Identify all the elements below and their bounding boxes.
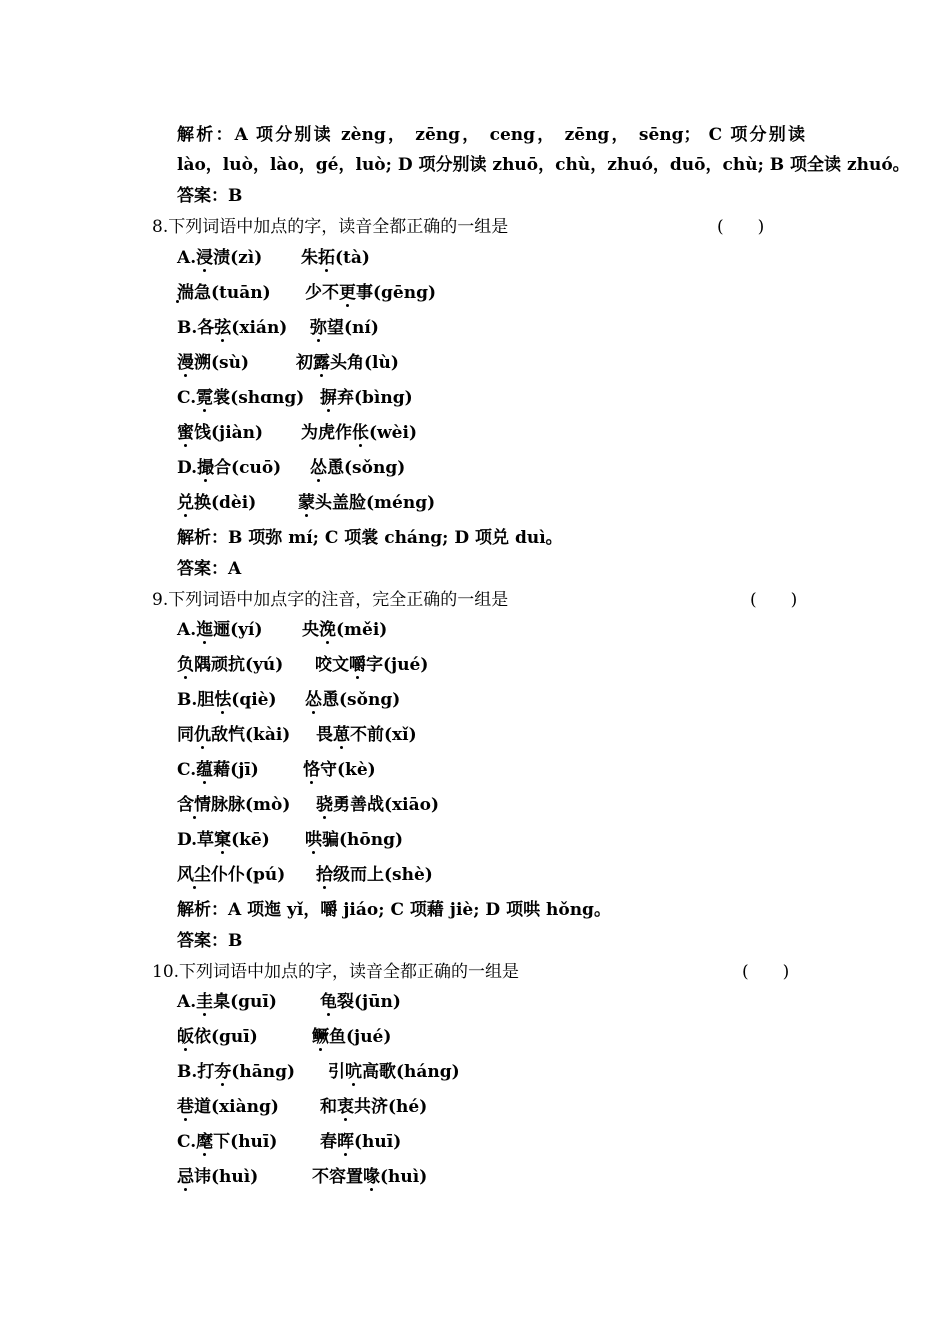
dotted-character: 浼 xyxy=(319,620,336,640)
q8-option-term-1 xyxy=(177,425,263,442)
q8-answer-blank: ( ) xyxy=(717,217,765,237)
term-text: 咬文 xyxy=(315,655,349,675)
term-text: 春 xyxy=(320,1132,337,1152)
term-pinyin: 道(xiàng) xyxy=(194,1097,279,1117)
q8-option-term-1 xyxy=(177,320,287,337)
q9-option-term-2 xyxy=(316,727,417,744)
q10-option-term-2 xyxy=(320,1134,401,1151)
q9-option-term-1 xyxy=(177,692,277,709)
term-pinyin: 溯(sù) xyxy=(194,353,250,373)
term-pinyin: 裳(shɑng) xyxy=(213,388,305,408)
term-pinyin: 藉(jī) xyxy=(213,760,259,780)
term-pinyin: 头盖脸(méng) xyxy=(315,493,436,513)
q8-option-term-2 xyxy=(301,425,417,442)
dotted-character: 弥 xyxy=(310,318,327,338)
term-text: D. xyxy=(177,458,198,478)
q10-option-term-2 xyxy=(320,1099,427,1116)
term-pinyin: 逦(yí) xyxy=(213,620,263,640)
dotted-character: 漫 xyxy=(177,353,194,373)
q10-answer-blank: ( ) xyxy=(742,962,790,982)
term-pinyin: 隅顽抗(yú) xyxy=(194,655,284,675)
term-pinyin: 讳(huì) xyxy=(194,1167,259,1187)
term-pinyin: 合(cuō) xyxy=(214,458,282,478)
dotted-character: 弦 xyxy=(214,318,232,338)
dotted-character: 负 xyxy=(177,655,194,675)
q8-option-term-1 xyxy=(177,285,271,302)
term-text: 不容置 xyxy=(312,1167,363,1187)
term-pinyin: 勇善战(xiāo) xyxy=(333,795,440,815)
dotted-character: 哄 xyxy=(305,830,322,850)
term-pinyin: 依(guī) xyxy=(194,1027,258,1047)
term-pinyin: (huì) xyxy=(380,1167,428,1187)
q9-option-term-2 xyxy=(316,797,439,814)
q10-option-term-2 xyxy=(312,1029,391,1046)
term-pinyin: 渍(zì) xyxy=(213,248,263,268)
term-pinyin: 仆仆(pú) xyxy=(211,865,286,885)
term-pinyin: (tà) xyxy=(335,248,370,268)
dotted-character: 蕴 xyxy=(196,760,214,780)
term-text: C. xyxy=(177,760,197,780)
dotted-character: 更 xyxy=(339,283,356,303)
dotted-character: 鳜 xyxy=(312,1027,329,1047)
term-pinyin: 饯(jiàn) xyxy=(194,423,264,443)
q8-option-term-1 xyxy=(177,495,256,512)
term-pinyin: 级而上(shè) xyxy=(333,865,433,885)
term-pinyin: (huī) xyxy=(354,1132,402,1152)
term-text: 朱 xyxy=(301,248,318,268)
dotted-character: 葸 xyxy=(333,725,350,745)
dotted-character: 怂 xyxy=(310,458,327,478)
term-pinyin: 守(kè) xyxy=(320,760,376,780)
dotted-character: 恪 xyxy=(303,760,320,780)
term-pinyin: 不前(xǐ) xyxy=(350,725,417,745)
dotted-character: 麾 xyxy=(196,1132,214,1152)
q10-option-term-1 xyxy=(177,1029,258,1046)
q8-option-term-1 xyxy=(177,250,262,267)
term-pinyin: 弃(bìng) xyxy=(337,388,413,408)
q9-option-term-1 xyxy=(177,622,263,639)
term-pinyin: 裂(jūn) xyxy=(337,992,401,1012)
q8-option-term-2 xyxy=(298,495,435,512)
term-text: 央 xyxy=(302,620,319,640)
term-pinyin: 恿(sǒng) xyxy=(322,690,401,710)
q8-option-term-2 xyxy=(305,285,436,302)
q9-option-term-1 xyxy=(177,762,259,779)
dotted-character: 嚼 xyxy=(349,655,366,675)
term-pinyin: 字(jué) xyxy=(366,655,429,675)
q9-option-term-2 xyxy=(302,622,387,639)
q8-option-term-2 xyxy=(310,460,405,477)
dotted-character: 迤 xyxy=(196,620,214,640)
term-pinyin: 换(dèi) xyxy=(194,493,257,513)
dotted-character: 含情 xyxy=(177,795,211,815)
q9-option-term-1 xyxy=(177,797,290,814)
term-pinyin: 恿(sǒng) xyxy=(327,458,406,478)
q9-option-term-1 xyxy=(177,832,270,849)
dotted-character: 骁 xyxy=(316,795,333,815)
dotted-character: 窠 xyxy=(214,830,232,850)
q9-answer-blank: ( ) xyxy=(750,590,798,610)
term-text: 和 xyxy=(320,1097,337,1117)
term-text: 畏 xyxy=(316,725,333,745)
dotted-character: 蒙 xyxy=(298,493,315,513)
q8-option-term-2 xyxy=(301,250,370,267)
dotted-character: 吭 xyxy=(345,1062,362,1082)
dotted-character: 怯 xyxy=(214,690,232,710)
dotted-character: 喙 xyxy=(363,1167,380,1187)
term-pinyin: 臬(guī) xyxy=(213,992,277,1012)
dotted-character: 摒 xyxy=(320,388,337,408)
dotted-character: 圭 xyxy=(196,992,214,1012)
q10-option-term-1 xyxy=(177,1169,258,1186)
term-pinyin: 共济(hé) xyxy=(354,1097,428,1117)
dotted-character: 浸 xyxy=(196,248,214,268)
term-pinyin: (hāng) xyxy=(231,1062,296,1082)
dotted-character: 衷 xyxy=(337,1097,354,1117)
q10-option-term-2 xyxy=(320,994,401,1011)
q7-answer: 答案：B xyxy=(177,186,243,206)
q9-analysis: 解析：A 项迤 yǐ，嚼 jiáo; C 项藉 jiè; D 项哄 hǒng。 xyxy=(177,900,611,920)
dotted-character: 风尘 xyxy=(177,865,211,885)
q7-analysis-line1: 解析：A 项分别读 zèng， zēng， ceng， zēng， sēng； C 项分别读 xyxy=(177,125,805,145)
q9-option-term-2 xyxy=(305,692,400,709)
term-text: A. xyxy=(177,992,197,1012)
term-text: B.胆 xyxy=(177,690,215,710)
dotted-character: 拓 xyxy=(318,248,335,268)
dotted-character: 蜜 xyxy=(177,423,194,443)
q10-option-term-1 xyxy=(177,994,277,1011)
term-pinyin: 鱼(jué) xyxy=(329,1027,392,1047)
q10-stem: 10.下列词语中加点的字，读音全都正确的一组是 xyxy=(152,962,520,982)
term-text: D.草 xyxy=(177,830,215,850)
q8-option-term-2 xyxy=(310,320,379,337)
q8-option-term-1 xyxy=(177,460,281,477)
q9-option-term-1 xyxy=(177,727,290,744)
term-text: A. xyxy=(177,248,197,268)
dotted-character: 同仇敌 xyxy=(177,725,228,745)
q8-analysis: 解析：B 项弥 mí; C 项裳 cháng; D 项兑 duì。 xyxy=(177,528,563,548)
dotted-character: 兑 xyxy=(177,493,194,513)
term-text: A. xyxy=(177,620,197,640)
q8-option-term-1 xyxy=(177,390,304,407)
term-text: B.各 xyxy=(177,318,215,338)
q9-answer: 答案：B xyxy=(177,931,243,951)
q10-option-term-1 xyxy=(177,1064,295,1081)
dotted-character: 夯 xyxy=(214,1062,232,1082)
q9-option-term-2 xyxy=(315,657,428,674)
dotted-character: 拾 xyxy=(316,865,333,885)
q10-option-term-2 xyxy=(328,1064,460,1081)
term-pinyin: 忾(kài) xyxy=(228,725,291,745)
q9-option-term-1 xyxy=(177,867,285,884)
q9-stem: 9.下列词语中加点字的注音，完全正确的一组是 xyxy=(152,590,509,610)
q7-analysis-line2: lào，luò，lào，gé，luò; D 项分别读 zhuō，chù，zhuó，duō，chù; B 项全读 zhuó。 xyxy=(177,155,910,175)
dotted-character: 撮 xyxy=(197,458,215,478)
term-pinyin: 脉脉(mò) xyxy=(211,795,291,815)
dotted-character: 巷 xyxy=(177,1097,194,1117)
term-pinyin: (kē) xyxy=(231,830,270,850)
term-pinyin: (měi) xyxy=(336,620,388,640)
dotted-character: 伥 xyxy=(352,423,369,443)
term-text: 引 xyxy=(328,1062,345,1082)
q10-option-term-1 xyxy=(177,1134,277,1151)
q9-option-term-2 xyxy=(316,867,433,884)
term-text: 少不 xyxy=(305,283,339,303)
dotted-character: 晖 xyxy=(337,1132,354,1152)
dotted-character: 皈 xyxy=(177,1027,194,1047)
q8-option-term-2 xyxy=(296,355,399,372)
dotted-character: 露 xyxy=(313,353,330,373)
term-pinyin: 湍急(tuān) xyxy=(177,283,271,303)
q10-option-term-1 xyxy=(177,1099,279,1116)
term-pinyin: 事(gēng) xyxy=(356,283,437,303)
term-text: 为虎作 xyxy=(301,423,352,443)
term-pinyin: 骗(hōng) xyxy=(322,830,404,850)
term-pinyin: (wèi) xyxy=(369,423,417,443)
dotted-character: 怂 xyxy=(305,690,322,710)
term-pinyin: 高歌(háng) xyxy=(362,1062,460,1082)
q8-answer: 答案：A xyxy=(177,559,242,579)
term-pinyin: 头角(lù) xyxy=(330,353,399,373)
dotted-character: 龟 xyxy=(320,992,337,1012)
q8-option-term-1 xyxy=(177,355,249,372)
q10-option-term-2 xyxy=(312,1169,427,1186)
q9-option-term-1 xyxy=(177,657,283,674)
dotted-character: 忌 xyxy=(177,1167,194,1187)
term-text: 初 xyxy=(296,353,313,373)
q9-option-term-2 xyxy=(305,832,403,849)
term-pinyin: (qiè) xyxy=(231,690,277,710)
dotted-character: 霓 xyxy=(196,388,214,408)
q8-option-term-2 xyxy=(320,390,413,407)
term-pinyin: 下(huī) xyxy=(213,1132,278,1152)
term-text: B.打 xyxy=(177,1062,215,1082)
term-pinyin: (xián) xyxy=(231,318,288,338)
q9-option-term-2 xyxy=(303,762,376,779)
term-pinyin: 望(ní) xyxy=(327,318,379,338)
term-text: C. xyxy=(177,1132,197,1152)
term-text: C. xyxy=(177,388,197,408)
q8-stem: 8.下列词语中加点的字，读音全都正确的一组是 xyxy=(152,217,509,237)
